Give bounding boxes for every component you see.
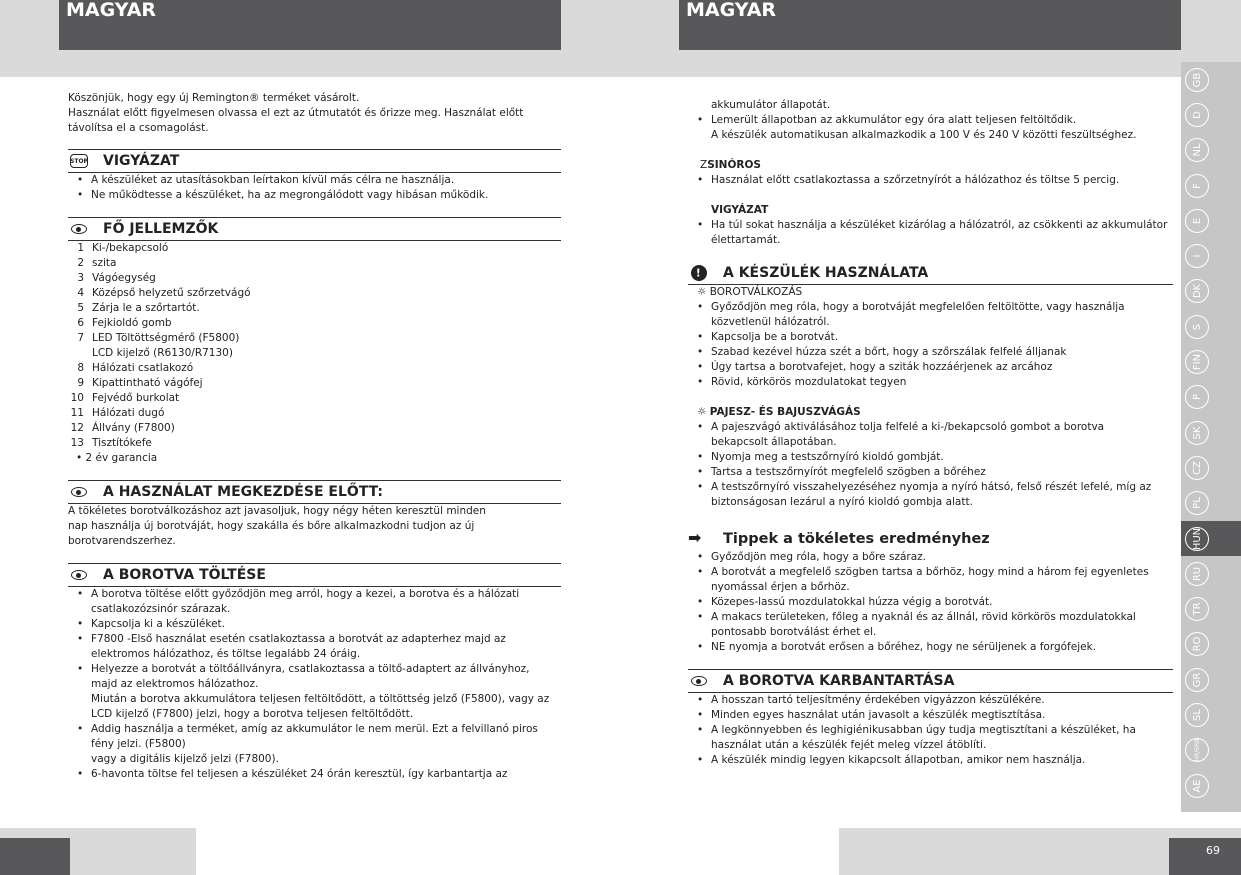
before-use-title: A HASZNÁLAT MEGKEZDÉSE ELŐTT:	[103, 483, 384, 500]
intro-line: távolítsa el a csomagolást.	[68, 122, 209, 134]
language-tabs	[1181, 62, 1241, 803]
feature-item: 12 Állvány (F7800)	[70, 422, 175, 434]
sun-icon: ☼	[697, 406, 707, 418]
feature-item: 3 Vágóegység	[77, 272, 156, 284]
tab-gr[interactable]: GR	[1181, 662, 1241, 697]
tab-sk[interactable]: SK	[1181, 415, 1241, 450]
eye-icon	[70, 568, 88, 582]
page-number-box	[1169, 838, 1241, 875]
list-item: • A legkönnyebben és leghigiénikusabban úgy tudja megtisztítani a készüléket, ha használat után a készülék fejét meleg vízzel átöblíti.	[688, 723, 1173, 753]
before-use-line: A tökéletes borotválkozáshoz azt javasoljuk, hogy négy héten keresztül minden	[68, 505, 486, 517]
feature-item: 11 Hálózati dugó	[70, 407, 165, 419]
list-item: • Használat előtt csatlakoztassa a szőrzetnyírót a hálózathoz és töltse 5 percig.	[688, 173, 1173, 188]
maintenance-heading	[688, 669, 1173, 693]
tab-nl[interactable]: NL	[1181, 133, 1241, 168]
features-list	[68, 241, 561, 451]
eye-icon	[70, 222, 88, 236]
tab-d[interactable]: D	[1181, 97, 1241, 132]
usage-title: A KÉSZÜLÉK HASZNÁLATA	[723, 264, 929, 281]
maintenance-list	[688, 693, 1173, 768]
feature-item: 1 Ki-/bekapcsoló	[77, 242, 169, 254]
feature-item: 10 Fejvédő burkolat	[70, 392, 180, 404]
left-header-title: MAGYAR	[66, 0, 157, 21]
stop-icon: STOP	[70, 154, 88, 168]
tab-ru[interactable]: RU	[1181, 556, 1241, 591]
tips-list	[688, 550, 1173, 655]
caution2-list	[688, 218, 1173, 248]
list-item: • Győződjön meg róla, hogy a bőre száraz.	[688, 550, 1173, 565]
continued-list	[688, 113, 1173, 143]
tab-s[interactable]: S	[1181, 309, 1241, 344]
list-item: • Közepes-lassú mozdulatokkal húzza végig a borotvát.	[688, 595, 1173, 610]
continued-line: akkumulátor állapotát.	[711, 99, 831, 111]
list-item: • A makacs területeken, főleg a nyaknál és az állnál, rövid körkörös mozdulatokkal pontosabb borotválást érhet el.	[688, 610, 1173, 640]
features-heading	[68, 217, 561, 241]
eye-icon	[690, 674, 708, 688]
tips-heading	[688, 528, 1173, 550]
tips-title: Tippek a tökéletes eredményhez	[723, 530, 990, 547]
feature-item: 7 LED Töltöttségmérő (F5800)	[77, 332, 240, 344]
caution-title: VIGYÁZAT	[103, 152, 180, 169]
feature-item: LCD kijelző (R6130/R7130)	[92, 347, 233, 359]
tab-p[interactable]: P	[1181, 380, 1241, 415]
feature-item: 4 Középső helyzetű szőrzetvágó	[77, 287, 251, 299]
list-item: • A borotvát a megfelelő szögben tartsa a bőrhöz, hogy mind a három fej egyenletes nyomással érjen a bőrhöz.	[688, 565, 1173, 595]
features-title: FŐ JELLEMZŐK	[103, 220, 219, 237]
before-use-line: borotvarendszerhez.	[68, 535, 176, 547]
tab-gb[interactable]: GB	[1181, 62, 1241, 97]
trim-list	[688, 420, 1173, 510]
feature-item: 13 Tisztítókefe	[70, 437, 152, 449]
feature-item: 8 Hálózati csatlakozó	[77, 362, 194, 374]
eye-icon	[70, 485, 88, 499]
list-item: • A készülék mindig legyen kikapcsolt állapotban, amikor nem használja.	[688, 753, 1173, 768]
maintenance-title: A BOROTVA KARBANTARTÁSA	[723, 672, 955, 689]
tab-i[interactable]: I	[1181, 238, 1241, 273]
tab-ro[interactable]: RO	[1181, 627, 1241, 662]
tab-pl[interactable]: PL	[1181, 486, 1241, 521]
tab-fin[interactable]: FIN	[1181, 344, 1241, 379]
shaving-subtitle: ☼ BOROTVÁLKOZÁS	[697, 286, 803, 298]
list-item: • Minden egyes használat után javasolt a készülék megtisztítása.	[688, 708, 1173, 723]
list-item: • A pajeszvágó aktiválásához tolja felfelé a ki-/bekapcsoló gombot a borotva bekapcsolt állapotában.	[688, 420, 1173, 450]
caution2-subtitle: VIGYÁZAT	[711, 204, 769, 216]
warning-icon: !	[690, 265, 708, 281]
list-item: • A készüléket az utasításokban leírtakon kívül más célra ne használja.	[68, 173, 561, 188]
tab-hr-srb[interactable]: HR/SRB	[1181, 733, 1241, 768]
intro-line: Használat előtt figyelmesen olvassa el ezt az útmutatót és őrizze meg. Használat előtt	[68, 107, 524, 119]
before-use-heading	[68, 480, 561, 504]
list-item: • A testszőrnyíró visszahelyezéséhez nyomja a nyíró hátsó, felső részét lefelé, míg az biztonságosan lezárul a nyíró kioldó gombja alatt.	[688, 480, 1173, 510]
list-item: • Helyezze a borotvát a töltőállványra, csatlakoztassa a töltő-adaptert az állványhoz, majd az elektromos hálózathoz. Miután a borotva akkumulátora teljesen feltöltődött, a töltöttség jelző (F5800), vagy az LCD kijelző (F7800) jelzi, hogy a borotva teljesen feltöltődött.	[68, 662, 561, 722]
charging-heading	[68, 563, 561, 587]
charging-list	[68, 587, 561, 782]
warranty-line: • 2 év garancia	[76, 452, 158, 464]
intro-line: Köszönjük, hogy egy új Remington® terméket vásárolt.	[68, 92, 360, 104]
usage-heading	[688, 262, 1173, 285]
right-column	[688, 98, 1173, 768]
caution-list	[68, 173, 561, 203]
list-item: • A borotva töltése előtt győződjön meg arról, hogy a kezei, a borotva és a hálózati csatlakozózsinór szárazak.	[68, 587, 561, 617]
sun-icon: ☼	[697, 286, 707, 298]
list-item: • F7800 -Első használat esetén csatlakoztassa a borotvát az adapterhez majd az elektromos hálózathoz, és töltse legalább 24 óráig.	[68, 632, 561, 662]
caution-heading	[68, 149, 561, 173]
bottom-left-block	[0, 838, 70, 875]
feature-item: 6 Fejkioldó gomb	[77, 317, 172, 329]
list-item: • Ne működtesse a készüléket, ha az megrongálódott vagy hibásan működik.	[68, 188, 561, 203]
list-item: • Ha túl sokat használja a készüléket kizárólag a hálózatról, az csökkenti az akkumulátor élettartamát.	[688, 218, 1173, 248]
list-item: • A hosszan tartó teljesítmény érdekében vigyázzon készülékére.	[688, 693, 1173, 708]
list-item: • Kapcsolja ki a készüléket.	[68, 617, 561, 632]
tab-hun[interactable]: HUN	[1181, 521, 1241, 556]
shaving-list	[688, 300, 1173, 390]
cordless-list	[688, 173, 1173, 188]
list-item: • Kapcsolja be a borotvát.	[688, 330, 1173, 345]
before-use-line: nap használja új borotváját, hogy szakálla és bőre alkalmazkodni tudjon az új	[68, 520, 475, 532]
cordless-subtitle: ZSINÓROS	[700, 159, 761, 171]
list-item: • 6-havonta töltse fel teljesen a készüléket 24 órán keresztül, így karbantartja az	[68, 767, 561, 782]
list-item: • NE nyomja a borotvát erősen a bőréhez, hogy ne sérüljenek a forgófejek.	[688, 640, 1173, 655]
tab-tr[interactable]: TR	[1181, 591, 1241, 626]
list-item: • Rövid, körkörös mozdulatokat tegyen	[688, 375, 1173, 390]
right-header-title: MAGYAR	[686, 0, 777, 21]
list-item: • Lemerült állapotban az akkumulátor egy óra alatt teljesen feltöltődik. A készülék automatikusan alkalmazkodik a 100 V és 240 V közötti feszültséghez.	[688, 113, 1173, 143]
right-header	[679, 0, 1181, 50]
feature-item: 2 szita	[77, 257, 117, 269]
list-item: • Addig használja a terméket, amíg az akkumulátor le nem merül. Ezt a felvillanó piros fény jelzi. (F5800) vagy a digitális kijelző jelzi (F7800).	[68, 722, 561, 767]
list-item: • Szabad kezével húzza szét a bőrt, hogy a szőrszálak felfelé álljanak	[688, 345, 1173, 360]
tab-ae[interactable]: AE	[1181, 768, 1241, 803]
list-item: • Győződjön meg róla, hogy a borotváját megfelelően feltöltötte, vagy használja közvetlenül hálózatról.	[688, 300, 1173, 330]
list-item: • Nyomja meg a testszőrnyíró kioldó gombját.	[688, 450, 1173, 465]
left-header	[59, 0, 561, 50]
tab-sl[interactable]: SL	[1181, 697, 1241, 732]
charging-title: A BOROTVA TÖLTÉSE	[103, 566, 266, 583]
list-item: • Úgy tartsa a borotvafejet, hogy a sziták hozzáérjenek az arcához	[688, 360, 1173, 375]
tab-e[interactable]: E	[1181, 203, 1241, 238]
tab-cz[interactable]: CZ	[1181, 450, 1241, 485]
tab-f[interactable]: F	[1181, 168, 1241, 203]
page-number: 69	[1206, 844, 1220, 857]
feature-item: 9 Kipattintható vágófej	[77, 377, 203, 389]
tab-dk[interactable]: DK	[1181, 274, 1241, 309]
left-column	[68, 91, 561, 782]
trim-subtitle: ☼ PAJESZ- ÉS BAJUSZVÁGÁS	[697, 406, 861, 418]
list-item: • Tartsa a testszőrnyírót megfelelő szögben a bőréhez	[688, 465, 1173, 480]
arrow-right-icon: ➡	[688, 528, 702, 547]
feature-item: 5 Zárja le a szőrtartót.	[77, 302, 200, 314]
